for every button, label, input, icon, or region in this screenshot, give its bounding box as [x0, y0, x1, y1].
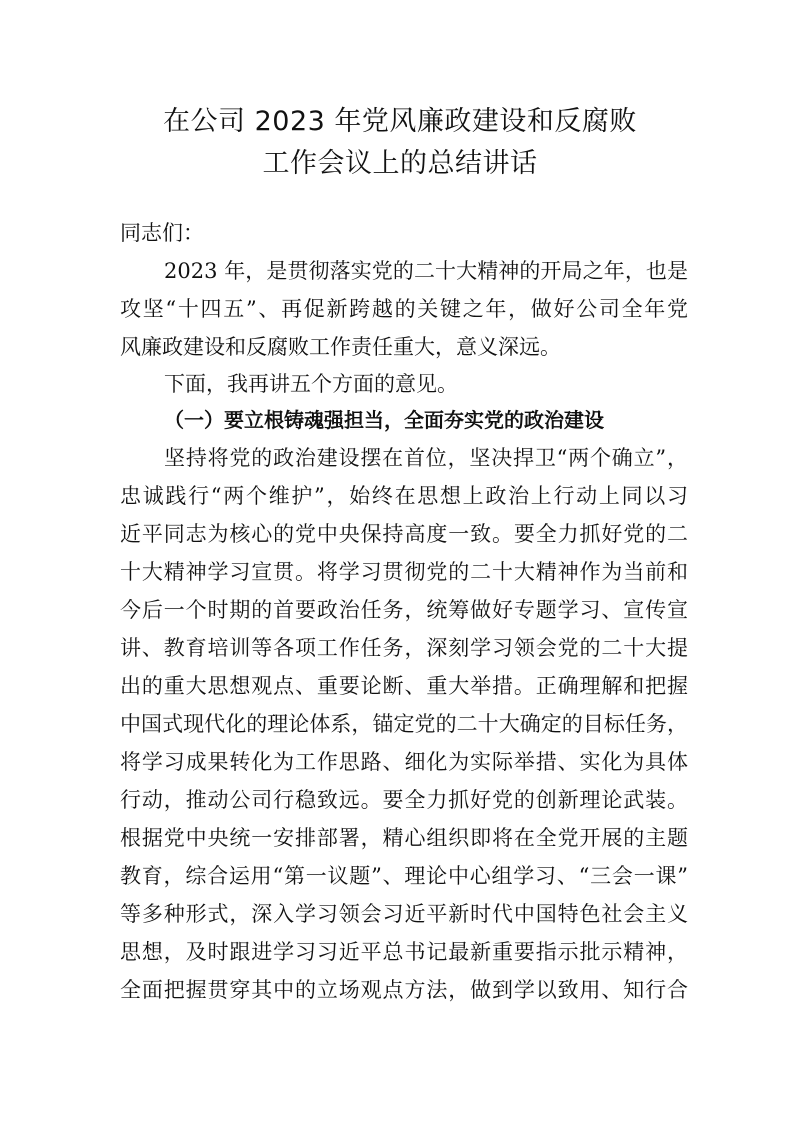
paragraph-1-line: 2023 年，是贯彻落实党的二十大精神的开局之年，也是	[164, 259, 688, 283]
section-1-heading: （一）要立根铸魂强担当，全面夯实党的政治建设	[164, 408, 604, 432]
paragraph-3-line: 今后一个时期的首要政治任务，统筹做好专题学习、宣传宣	[120, 598, 688, 622]
paragraph-3-line: 等多种形式，深入学习领会习近平新时代中国特色社会主义	[120, 902, 688, 926]
paragraph-3-line: 讲、教育培训等各项工作任务，深刻学习领会党的二十大提	[120, 636, 688, 660]
paragraph-3-line: 十大精神学习宣贯。将学习贯彻党的二十大精神作为当前和	[120, 560, 688, 584]
paragraph-3-line: 坚持将党的政治建设摆在首位，坚决捍卫“两个确立”，	[164, 446, 688, 470]
paragraph-1-line: 风廉政建设和反腐败工作责任重大，意义深远。	[120, 335, 561, 359]
paragraph-3-line: 出的重大思想观点、重要论断、重大举措。正确理解和把握	[120, 674, 688, 698]
paragraph-3-line: 行动，推动公司行稳致远。要全力抓好党的创新理论武装。	[120, 788, 688, 812]
greeting: 同志们：	[120, 221, 204, 245]
document-title-line-1: 在公司 2023 年党风廉政建设和反腐败	[163, 106, 637, 137]
paragraph-3-line: 忠诚践行“两个维护”，始终在思想上政治上行动上同以习	[120, 484, 688, 508]
document-title-line-2: 工作会议上的总结讲话	[262, 148, 538, 179]
paragraph-2: 下面，我再讲五个方面的意见。	[164, 372, 458, 396]
paragraph-3-line: 中国式现代化的理论体系，锚定党的二十大确定的目标任务，	[120, 712, 688, 736]
paragraph-3-line: 全面把握贯穿其中的立场观点方法，做到学以致用、知行合	[120, 978, 688, 1002]
paragraph-3-line: 根据党中央统一安排部署，精心组织即将在全党开展的主题	[120, 826, 688, 850]
paragraph-3-line: 教育，综合运用“第一议题”、理论中心组学习、“三会一课”	[120, 864, 688, 888]
paragraph-3-line: 近平同志为核心的党中央保持高度一致。要全力抓好党的二	[120, 522, 688, 546]
paragraph-3-line: 思想，及时跟进学习习近平总书记最新重要指示批示精神，	[120, 940, 688, 964]
paragraph-3-line: 将学习成果转化为工作思路、细化为实际举措、实化为具体	[120, 750, 688, 774]
paragraph-1-line: 攻坚“十四五”、再促新跨越的关键之年，做好公司全年党	[120, 297, 688, 321]
